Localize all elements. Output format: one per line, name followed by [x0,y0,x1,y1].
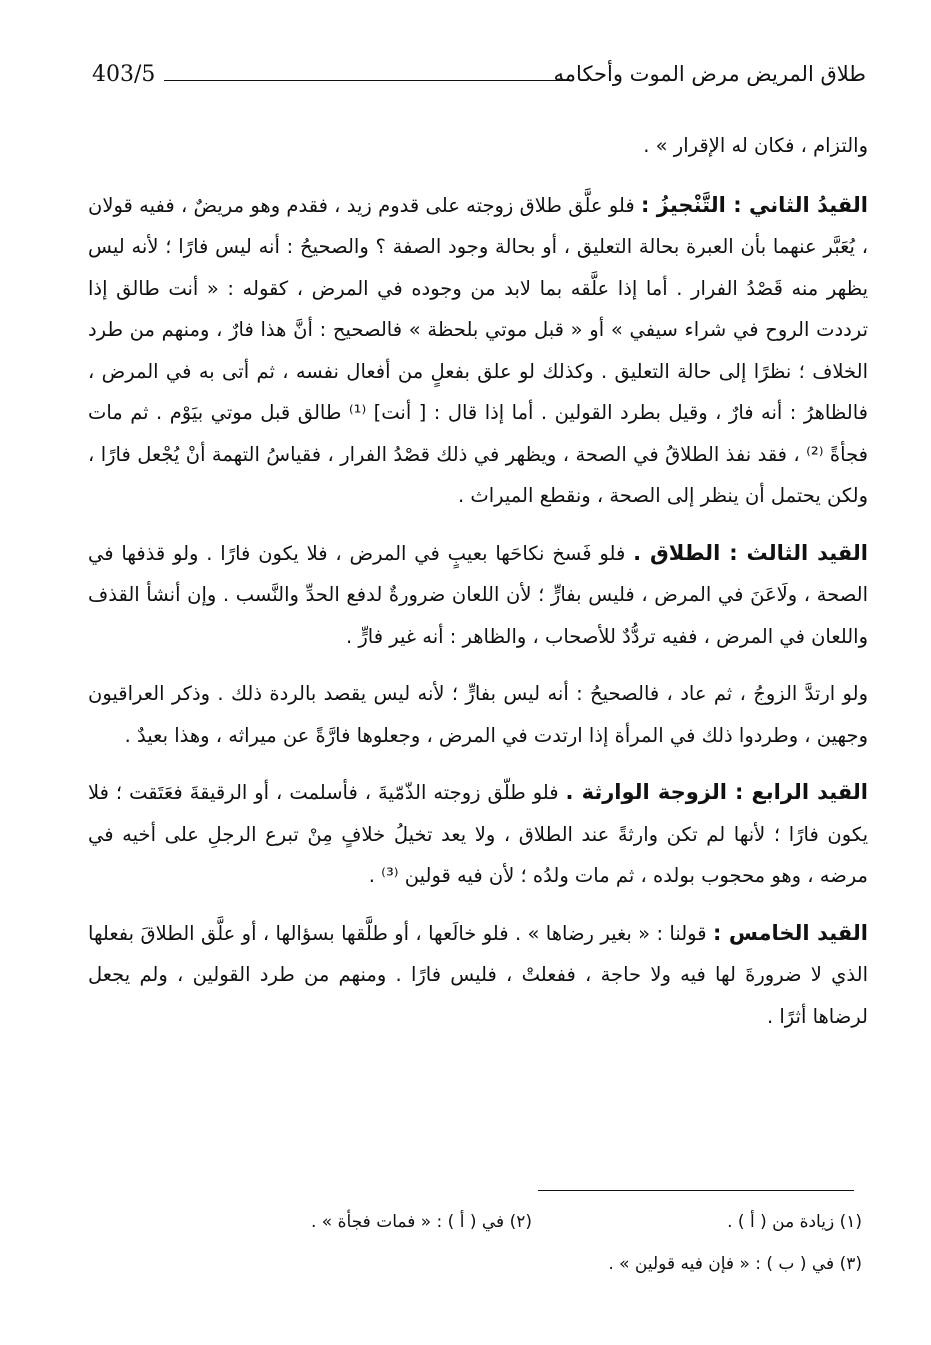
footnote-1: (١) زيادة من ( أ ) . [727,1212,862,1232]
section-heading: القيد الثالث : الطلاق . [633,540,869,565]
footnotes [150,1208,862,1292]
paragraph-condition-4 [88,772,868,897]
section-heading: القيد الخامس : [712,920,868,945]
paragraph-condition-3 [88,533,868,658]
paragraph-text: قولنا : « بغير رضاها » . فلو خالَعها ، أو طلَّقها بسؤالها ، أو علَّق الطلاقَ بفعلها الذي لا ضرورةَ لها فيه ولا حاجة ، ففعلتْ ، فليس فارًا . ومنهم من طرد القولين ، ولم يجعل لرضاها أثرًا . [88,921,868,1028]
paragraph-text: فلو طلّق زوجته الذّمّيةَ ، فأسلمت ، أو الرقيقةَ فعَتَقت ؛ فلا يكون فارًا ؛ لأنها لم تكن وارثةً عند الطلاق ، ولا يعد تخيلُ خلافٍ مِنْ تبرع الرجلِ على أخيه في مرضه ، وهو محجوب بولده ، ثم مات ولدُه ؛ لأن فيه قولين ⁽³⁾ . [88,781,868,887]
paragraph-apostasy [88,673,868,756]
paragraph-text: والتزام ، فكان له الإقرار » . [643,134,868,157]
footnote-row [150,1208,862,1236]
paragraph-text: فلو فَسخ نكاحَها بعيبٍ في المرض ، فلا يكون فارًا . ولو قذفها في الصحة ، ولَاعَنَ في المرض ، فليس بفارٍّ ؛ لأن اللعان ضرورةٌ لدفع الحدِّ والنَّسب . وإن أنشأ القذف واللعان في المرض ، ففيه تردُّدٌ للأصحاب ، والظاهر : أنه غير فارٍّ . [88,541,868,648]
running-title: طلاق المريض مرض الموت وأحكامه [553,62,866,86]
page-folio: 403/5 [92,62,156,87]
paragraph-continuation [88,125,868,167]
footnote-2: (٢) في ( أ ) : « فمات فجأة » . [311,1212,532,1232]
paragraph-condition-5 [88,913,868,1038]
main-text [88,125,868,1053]
section-heading: القيدُ الثاني : التَّنْجيزُ : [641,192,868,217]
footnote-3: (٣) في ( ب ) : « فإن فيه قولين » . [608,1254,862,1274]
paragraph-text: فلو علَّق طلاق زوجته على قدوم زيد ، فقدم وهو مريضٌ ، ففيه قولان ، يُعَبَّر عنهما بأن العبرة بحالة التعليق ، أو بحالة وجود الصفة ؟ والصحيحُ : أنه ليس فارًا ؛ لأنه ليس يظهر منه قَصْدُ الفرار . أما إذا علَّقه بما لابد من وجوده في المرض ، كقوله : « أنت طالق إذا ترددت الروح في شراء سيفي » أو « قبل موتي بلحظة » فالصحيح : أنَّ هذا فارٌ ، ومنهم من طرد الخلاف ؛ نظرًا إلى حالة التعليق . وكذلك لو علق بفعلٍ من أفعال نفسه ، ثم أتى به في المرض ، فالظاهرُ : أنه فارٌ ، وقيل بطرد القولين . أما إذا قال : [ أنت] ⁽¹⁾ طالق قبل موتي بيَوْم . ثم مات فجأةً ⁽²⁾ ، فقد نفذ الطلاقُ في الصحة ، ويظهر في ذلك قصْدُ الفرار ، فقياسُ التهمة أنْ يُجْعل فارًا ، ولكن يحتمل أن ينظر إلى الصحة ، ونقطع الميراث . [88,193,868,507]
footnote-rule [538,1190,854,1191]
header-rule [164,80,572,81]
paragraph-condition-2 [88,185,868,517]
paragraph-text: ولو ارتدَّ الزوجُ ، ثم عاد ، فالصحيحُ : أنه ليس بفارٍّ ؛ لأنه ليس يقصد بالردة ذلك . وذكر العراقيون وجهين ، وطردوا ذلك في المرأة إذا ارتدت في المرض ، وجعلوها فارَّةً عن ميراثه ، وهذا بعيدٌ . [88,682,868,747]
footnote-row [150,1250,862,1278]
section-heading: القيد الرابع : الزوجة الوارثة . [565,780,868,804]
page-header [92,56,866,96]
